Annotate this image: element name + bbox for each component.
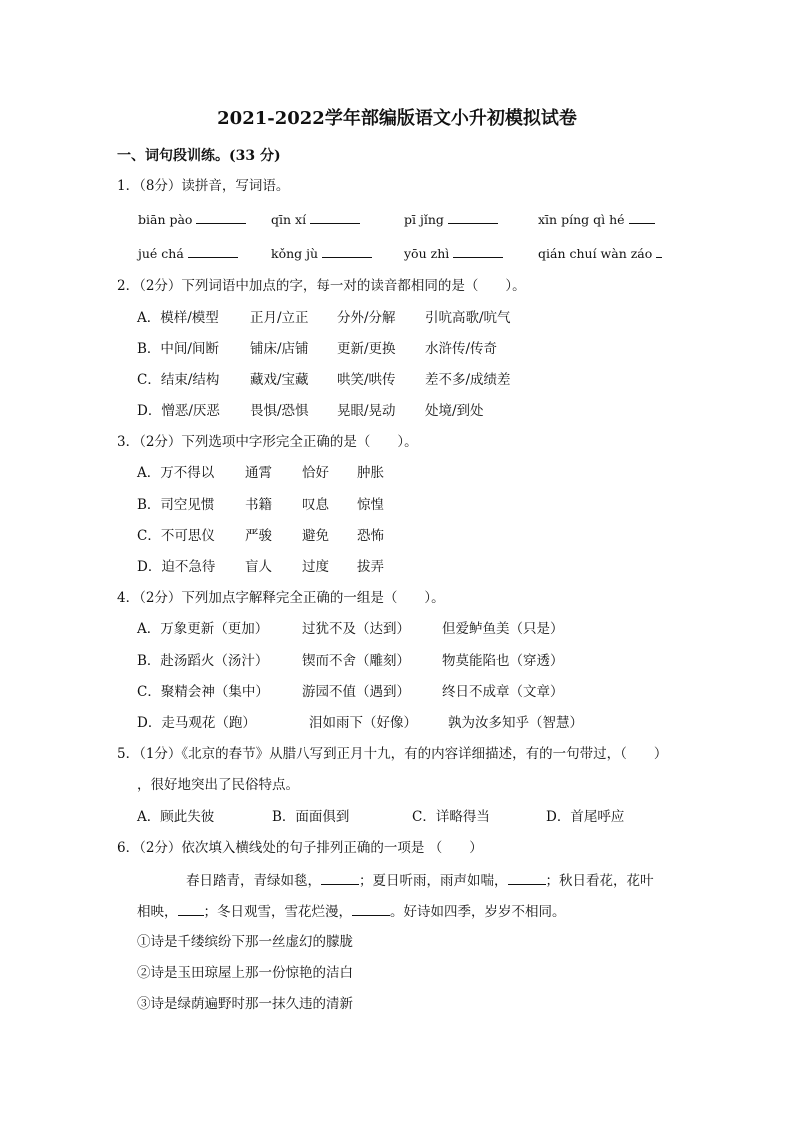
q3-word: 惊惶 (357, 497, 384, 513)
q2-option-d[interactable]: D．憎恶/厌恶 (137, 403, 220, 419)
q6-item-2: ②诗是玉田琼屋上那一份惊艳的洁白 (137, 965, 353, 981)
question-5-stem: 5．（1分）《北京的春节》从腊八写到正月十九，有的内容详细描述，有的一句带过，（ ） (117, 746, 668, 762)
pinyin-text: yōu zhì (404, 246, 450, 261)
question-2-stem: 2．（2分）下列词语中加点的字，每一对的读音都相同的是（ ）。 (117, 278, 526, 294)
q2-word: 哄笑/哄传 (337, 372, 396, 388)
pinyin-text: kǒng jù (271, 246, 319, 261)
q3-option-d[interactable]: D．迫不急待 (137, 559, 216, 575)
q2-word: 铺床/店铺 (250, 341, 309, 357)
q2-word: 引吭高歌/吭气 (425, 310, 511, 326)
question-5-stem-cont: ，很好地突出了民俗特点。 (137, 777, 299, 793)
question-6-passage-cont (137, 901, 566, 922)
q5-option-c[interactable]: C．详略得当 (412, 809, 490, 825)
q4-word: 泪如雨下（好像） (309, 715, 417, 731)
q3-word: 盲人 (245, 559, 272, 575)
answer-blank[interactable] (196, 209, 246, 224)
pinyin-text: pī jǐng (404, 212, 444, 227)
answer-blank[interactable] (321, 870, 359, 885)
answer-blank[interactable] (178, 901, 204, 916)
q3-word: 避免 (302, 528, 329, 544)
q6-item-3: ③诗是绿荫遍野时那一抹久违的清新 (137, 996, 353, 1012)
pinyin-8 (538, 243, 662, 264)
answer-blank[interactable] (188, 243, 238, 258)
q3-word: 书籍 (245, 497, 272, 513)
answer-blank[interactable] (448, 209, 498, 224)
answer-blank[interactable] (310, 209, 360, 224)
answer-blank[interactable] (629, 209, 655, 224)
pinyin-text: qīn xí (271, 212, 307, 227)
pinyin-2 (271, 209, 360, 230)
q2-word: 处境/到处 (425, 403, 484, 419)
q4-word: 孰为汝多知乎（智慧） (448, 715, 583, 731)
q3-word: 严骏 (245, 528, 272, 544)
q3-word: 恐怖 (357, 528, 384, 544)
answer-blank[interactable] (352, 901, 390, 916)
q2-word: 差不多/成绩差 (425, 372, 511, 388)
exam-title: 2021-2022学年部编版语文小升初模拟试卷 (217, 108, 577, 129)
pinyin-text: xīn píng qì hé (538, 212, 625, 227)
q3-word: 叹息 (302, 497, 329, 513)
pinyin-text: jué chá (138, 246, 184, 261)
q2-word: 分外/分解 (337, 310, 396, 326)
q3-word: 拔弄 (357, 559, 384, 575)
question-6-stem: 6．（2分）依次填入横线处的句子排列正确的一项是 （ ） (117, 840, 483, 856)
q3-word: 恰好 (302, 465, 329, 481)
pinyin-1 (138, 209, 246, 230)
q2-option-a[interactable]: A．模样/模型 (137, 310, 219, 326)
question-6-passage (186, 870, 654, 891)
pinyin-6 (271, 243, 372, 264)
q3-word: 过度 (302, 559, 329, 575)
section-heading: 一、词句段训练。(33 分) (117, 148, 281, 164)
pinyin-4 (538, 209, 655, 230)
q4-option-b[interactable]: B．赴汤蹈火（汤汁） (137, 653, 269, 669)
q4-option-c[interactable]: C．聚精会神（集中） (137, 684, 269, 700)
q2-word: 水浒传/传奇 (425, 341, 498, 357)
passage-text: ；冬日观雪，雪花烂漫， (203, 904, 352, 920)
question-4-stem: 4．（2分）下列加点字解释完全正确的一组是（ ）。 (117, 590, 445, 606)
q4-option-a[interactable]: A．万象更新（更加） (137, 621, 269, 637)
passage-text: ；夏日听雨，雨声如喘， (359, 873, 508, 889)
answer-blank[interactable] (453, 243, 503, 258)
answer-blank[interactable] (508, 870, 546, 885)
q4-word: 过犹不及（达到） (302, 621, 410, 637)
q2-word: 藏戏/宝藏 (250, 372, 309, 388)
q3-word: 肿胀 (357, 465, 384, 481)
q3-option-b[interactable]: B．司空见惯 (137, 497, 215, 513)
q3-option-a[interactable]: A．万不得以 (137, 465, 215, 481)
question-1-stem: 1．（8分）读拼音，写词语。 (117, 178, 290, 194)
q2-word: 畏惧/恐惧 (250, 403, 309, 419)
q4-word: 但爱鲈鱼美（只是） (442, 621, 564, 637)
q4-option-d[interactable]: D．走马观花（跑） (137, 715, 256, 731)
q3-word: 通霄 (245, 465, 272, 481)
q4-word: 锲而不舍（雕刻） (302, 653, 410, 669)
q2-word: 晃眼/晃动 (337, 403, 396, 419)
passage-text: 。好诗如四季，岁岁不相同。 (390, 904, 566, 920)
q6-item-1: ①诗是千缕缤纷下那一丝虚幻的朦胧 (137, 934, 353, 950)
pinyin-text: qián chuí wàn záo (538, 246, 653, 261)
q4-word: 游园不值（遇到） (302, 684, 410, 700)
q2-word: 正月/立正 (250, 310, 309, 326)
q5-option-b[interactable]: B．面面俱到 (272, 809, 350, 825)
answer-blank[interactable] (322, 243, 372, 258)
q3-option-c[interactable]: C．不可思仪 (137, 528, 215, 544)
q2-option-c[interactable]: C．结束/结构 (137, 372, 220, 388)
pinyin-text: biān pào (138, 212, 193, 227)
q2-word: 更新/更换 (337, 341, 396, 357)
pinyin-5 (138, 243, 238, 264)
passage-text: 春日踏青，青绿如毯， (186, 873, 321, 889)
answer-blank[interactable] (656, 243, 662, 258)
q5-option-d[interactable]: D．首尾呼应 (546, 809, 625, 825)
question-3-stem: 3．（2分）下列选项中字形完全正确的是（ ）。 (117, 434, 418, 450)
q4-word: 物莫能陷也（穿透） (442, 653, 564, 669)
q5-option-a[interactable]: A．顾此失彼 (137, 809, 215, 825)
q2-option-b[interactable]: B．中间/间断 (137, 341, 219, 357)
pinyin-3 (404, 209, 498, 230)
passage-text: 相映， (137, 904, 178, 920)
pinyin-7 (404, 243, 503, 264)
q4-word: 终日不成章（文章） (442, 684, 564, 700)
passage-text: ；秋日看花，花叶 (545, 873, 654, 889)
